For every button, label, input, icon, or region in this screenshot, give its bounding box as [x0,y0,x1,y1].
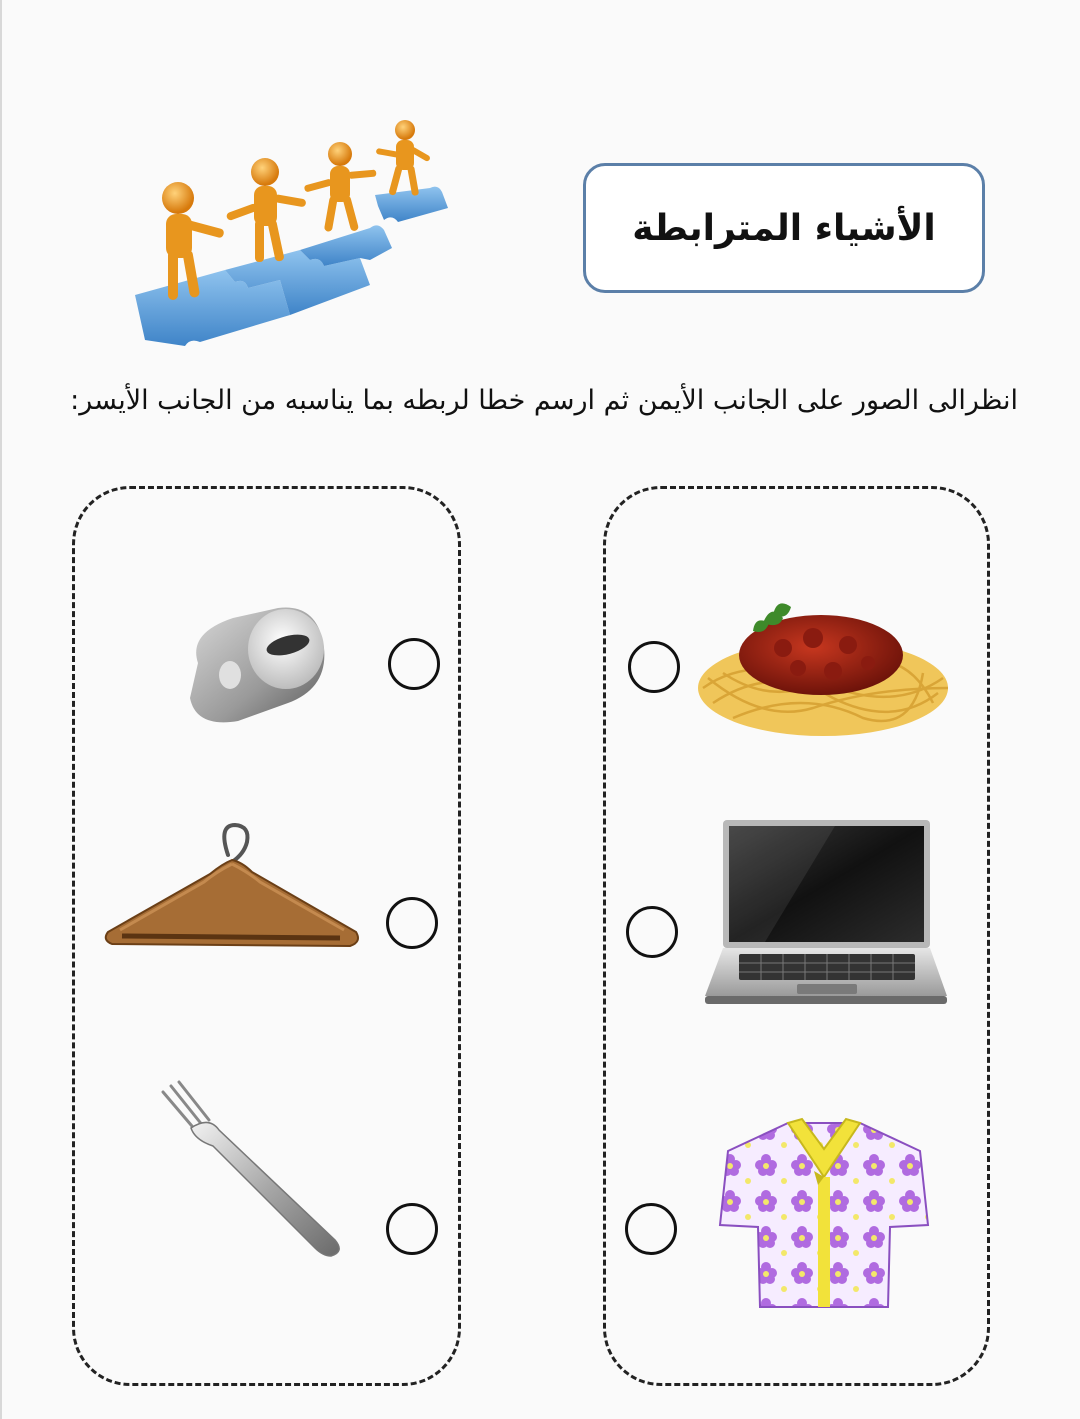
laptop-icon [705,818,948,1006]
hanger-icon [100,820,365,955]
spaghetti-icon [693,593,955,743]
page-edge [0,0,2,1419]
left-connector-2[interactable] [386,897,438,949]
fork-icon [155,1080,350,1260]
figure-4 [376,120,431,196]
right-connector-3[interactable] [625,1203,677,1255]
title-box [583,163,985,293]
right-connector-2[interactable] [626,906,678,958]
instructions: انظرالى الصور على الجانب الأيمن ثم ارسم خطا لربطه بما يناسبه من الجانب الأيسر: [70,385,1018,416]
right-connector-1[interactable] [628,641,680,693]
mouse-icon [178,603,330,727]
figure-3 [304,142,377,232]
page-title: الأشياء المترابطة [632,207,936,249]
left-connector-1[interactable] [388,638,440,690]
figure-2 [226,158,307,262]
team-puzzle-illustration [130,110,460,350]
shirt-icon [718,1115,930,1311]
left-connector-3[interactable] [386,1203,438,1255]
